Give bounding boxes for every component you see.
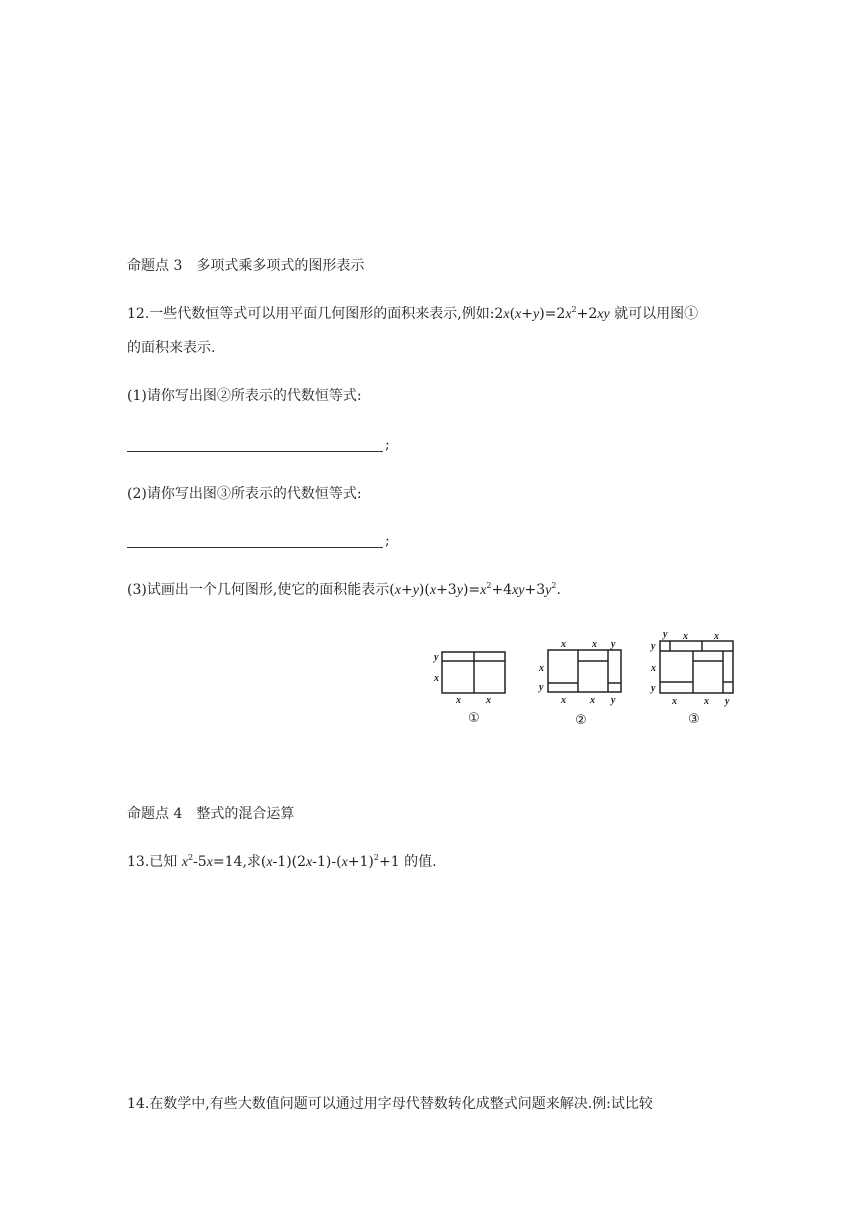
svg-text:y: y — [651, 683, 656, 694]
svg-text:x: x — [590, 695, 595, 706]
svg-text:y: y — [663, 629, 668, 640]
svg-text:x: x — [651, 663, 656, 674]
svg-text:x: x — [456, 695, 461, 706]
svg-text:x: x — [539, 663, 544, 674]
svg-text:y: y — [611, 639, 616, 650]
section-3-title: 命题点 3 多项式乘多项式的图形表示 — [127, 258, 365, 274]
svg-text:y: y — [611, 695, 616, 706]
figure-2 — [535, 636, 625, 726]
caption-2: ② — [575, 713, 587, 726]
svg-text:x: x — [672, 696, 677, 707]
svg-text:x: x — [434, 673, 439, 684]
question-12-line-2: 的面积来表示. — [127, 340, 216, 356]
svg-text:y: y — [539, 682, 544, 693]
caption-1: ① — [468, 711, 480, 725]
section-4-title: 命题点 4 整式的混合运算 — [127, 806, 295, 822]
question-12-part-2: (2)请你写出图③所表示的代数恒等式: — [127, 486, 362, 502]
answer-blank-2[interactable] — [127, 547, 383, 548]
question-12-part-1: (1)请你写出图②所表示的代数恒等式: — [127, 388, 362, 404]
question-13: 13.已知 $x^2-5x=14$,求$(x-1)(2x-1)-(x+1)^2+1$ 的值. — [127, 853, 437, 870]
question-14: 14.在数学中,有些大数值问题可以通过用字母代替数转化成整式问题来解决.例:试比较 — [127, 1096, 653, 1112]
semicolon-1: ; — [385, 437, 390, 453]
svg-text:x: x — [561, 695, 566, 706]
caption-3: ③ — [688, 712, 700, 726]
svg-text:y: y — [725, 696, 730, 707]
svg-text:y: y — [651, 641, 656, 652]
svg-text:x: x — [704, 696, 709, 707]
svg-text:x: x — [592, 639, 597, 650]
figure-3 — [650, 628, 740, 726]
question-12-line-1: 12.一些代数恒等式可以用平面几何图形的面积来表示,例如$:2x(x+y)=2x^2+2xy$ 就可以用图① — [127, 305, 699, 322]
svg-text:x: x — [683, 631, 688, 642]
svg-text:y: y — [434, 652, 439, 663]
question-12-part-3: (3)试画出一个几何图形,使它的面积能表示$(x+y)(x+3y)=x^2+4xy+3y^2$. — [127, 581, 561, 598]
svg-text:x: x — [714, 631, 719, 642]
svg-text:x: x — [561, 639, 566, 650]
answer-blank-1[interactable] — [127, 451, 383, 452]
svg-text:x: x — [486, 695, 491, 706]
semicolon-2: ; — [385, 533, 390, 549]
figure-1 — [430, 645, 510, 725]
